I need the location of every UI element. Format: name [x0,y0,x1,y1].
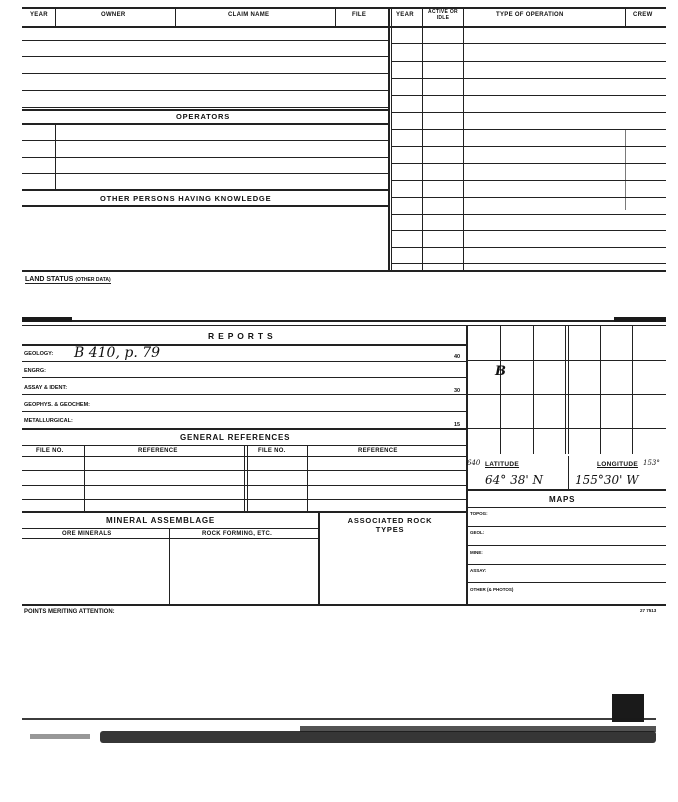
claims-section [0,0,678,290]
maps-geol: GEOL: [470,530,485,535]
maps-mine: MINE: [470,550,483,555]
land-status-sub: (OTHER DATA) [75,277,111,283]
header-bottom-line [22,26,666,28]
mineral-title: MINERAL ASSEMBLAGE [106,516,216,525]
refs-header-file-no-2: FILE NO. [258,448,286,454]
header-year-2: YEAR [396,12,414,18]
coordinates [467,456,666,494]
reports-title: R E P O R T S [208,331,274,341]
header-crew: CREW [633,12,653,18]
header-type-of-operation: TYPE OF OPERATION [496,12,564,18]
longitude-label: LONGITUDE [597,461,638,468]
header-owner: OWNER [101,12,126,18]
grid-mark: B [495,364,506,379]
latitude-value: 64° 38' N [485,473,543,487]
points-meriting-attention: POINTS MERITING ATTENTION: [24,609,115,615]
reports-row-geophys: GEOPHYS. & GEOCHEM: [24,402,91,408]
reports-top-border [22,320,666,322]
center-divider [388,7,390,271]
reports-section [22,326,466,430]
top-border [22,7,666,9]
refs-header-file-no: FILE NO. [36,448,64,454]
mineral-assemblage [22,512,466,604]
latitude-label: LATITUDE [485,461,520,468]
bottom-border [22,604,666,606]
ore-minerals-header: ORE MINERALS [62,531,112,537]
header-active-or-idle: ACTIVE OR IDLE [428,9,458,21]
operators-title: OPERATORS [176,112,231,121]
general-refs-title: GENERAL REFERENCES [180,433,291,442]
maps-title: MAPS [549,495,576,504]
scan-artifact-bar [100,731,656,743]
lat-prefix: 640 [467,459,481,467]
center-divider-2 [391,7,392,271]
header-file: FILE [352,12,367,18]
land-status-label: LAND STATUS [25,276,74,283]
associated-rock-types: ASSOCIATED ROCK TYPES [347,516,433,534]
metallurgical-code: 15 [454,422,461,428]
maps-other: OTHER (& PHOTOS) [470,587,514,592]
assay-code: 30 [454,388,461,394]
refs-header-reference: REFERENCE [138,448,178,454]
geology-code: 40 [454,354,461,360]
maps-assay: ASSAY: [470,568,487,573]
general-references [22,430,466,512]
reports-row-geology: GEOLOGY: [24,351,54,357]
location-grid [467,326,666,456]
maps-section [467,490,666,604]
other-persons-title: OTHER PERSONS HAVING KNOWLEDGE [100,194,272,203]
header-claim-name: CLAIM NAME [228,12,270,18]
header-year: YEAR [30,12,48,18]
land-status-label-group [25,276,111,284]
longitude-value: 155°30' W [575,473,639,487]
geology-reference: B 410, p. 79 [74,345,161,361]
reports-row-metallurgical: METALLURGICAL: [24,418,73,424]
form-number: 27 7513 [640,608,657,613]
maps-topog: TOPOG: [470,511,488,516]
refs-header-reference-2: REFERENCE [358,448,398,454]
reports-row-engrg: ENGRG: [24,368,46,374]
rock-forming-header: ROCK FORMING, ETC. [202,531,273,537]
reports-row-assay: ASSAY & IDENT: [24,385,68,391]
lon-suffix: 153° [643,459,660,467]
